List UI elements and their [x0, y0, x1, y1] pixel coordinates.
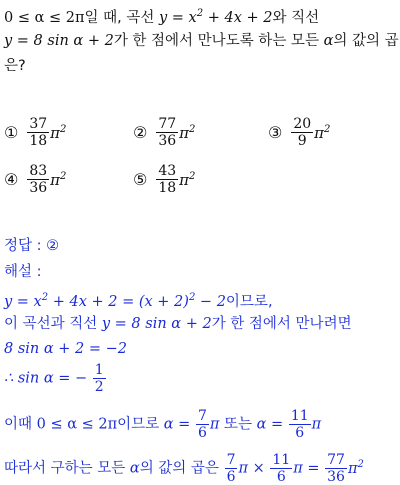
- choice-2[interactable]: ② $\frac{77}{36}$ $\pi^2$: [133, 116, 196, 149]
- choice-3[interactable]: ③ $\frac{20}{9}$ $\pi^2$: [268, 116, 331, 149]
- choice-5[interactable]: ⑤ $\frac{43}{18}$ $\pi^2$: [133, 163, 196, 196]
- solution-heading: 해설 :: [4, 264, 42, 280]
- solution-step-2: 이 곡선과 직선 y = 8 sin α + 2가 한 점에서 만나려면: [4, 316, 352, 332]
- solution-step-6: 따라서 구하는 모든 α의 값의 곱은 $\frac{7}{6}$ π × $\frac{11}{6}$ π = $\frac{77}{36}$ $\pi^2$: [4, 452, 364, 485]
- line-eq: y = 8 sin α + 2: [4, 33, 114, 49]
- solution-step-3: 8 sin α + 2 = −2: [4, 341, 127, 357]
- choice-1[interactable]: ① $\frac{37}{18}$ $\pi^2$: [4, 116, 67, 149]
- solution-step-5: 이때 0 ≤ α ≤ 2π이므로 α = $\frac{7}{6}$ π 또는 α = $\frac{11}{6}$ π: [4, 408, 322, 441]
- choice-4[interactable]: ④ $\frac{83}{36}$ $\pi^2$: [4, 163, 67, 196]
- question-line-2: y = 8 sin α + 2가 한 점에서 만나도록 하는 모든 α의 값의 곱: [4, 33, 399, 49]
- question-line-3: 은?: [4, 58, 26, 74]
- question-line-1: 0 ≤ α ≤ 2π일 때, 곡선 $y = x^2 + 4x + 2$와 직선: [4, 8, 320, 26]
- answer-line: 정답 : ②: [4, 238, 60, 254]
- inequality: 0 ≤ α ≤ 2π: [4, 10, 85, 26]
- solution-step-4: ∴ sin α = − $\frac{1}{2}$: [4, 362, 104, 395]
- solution-step-1: $y = x^2 + 4x + 2 = (x + 2)^2 - 2$이므로,: [4, 292, 273, 310]
- curve-eq: $y = x^2 + 4x + 2$: [158, 8, 273, 26]
